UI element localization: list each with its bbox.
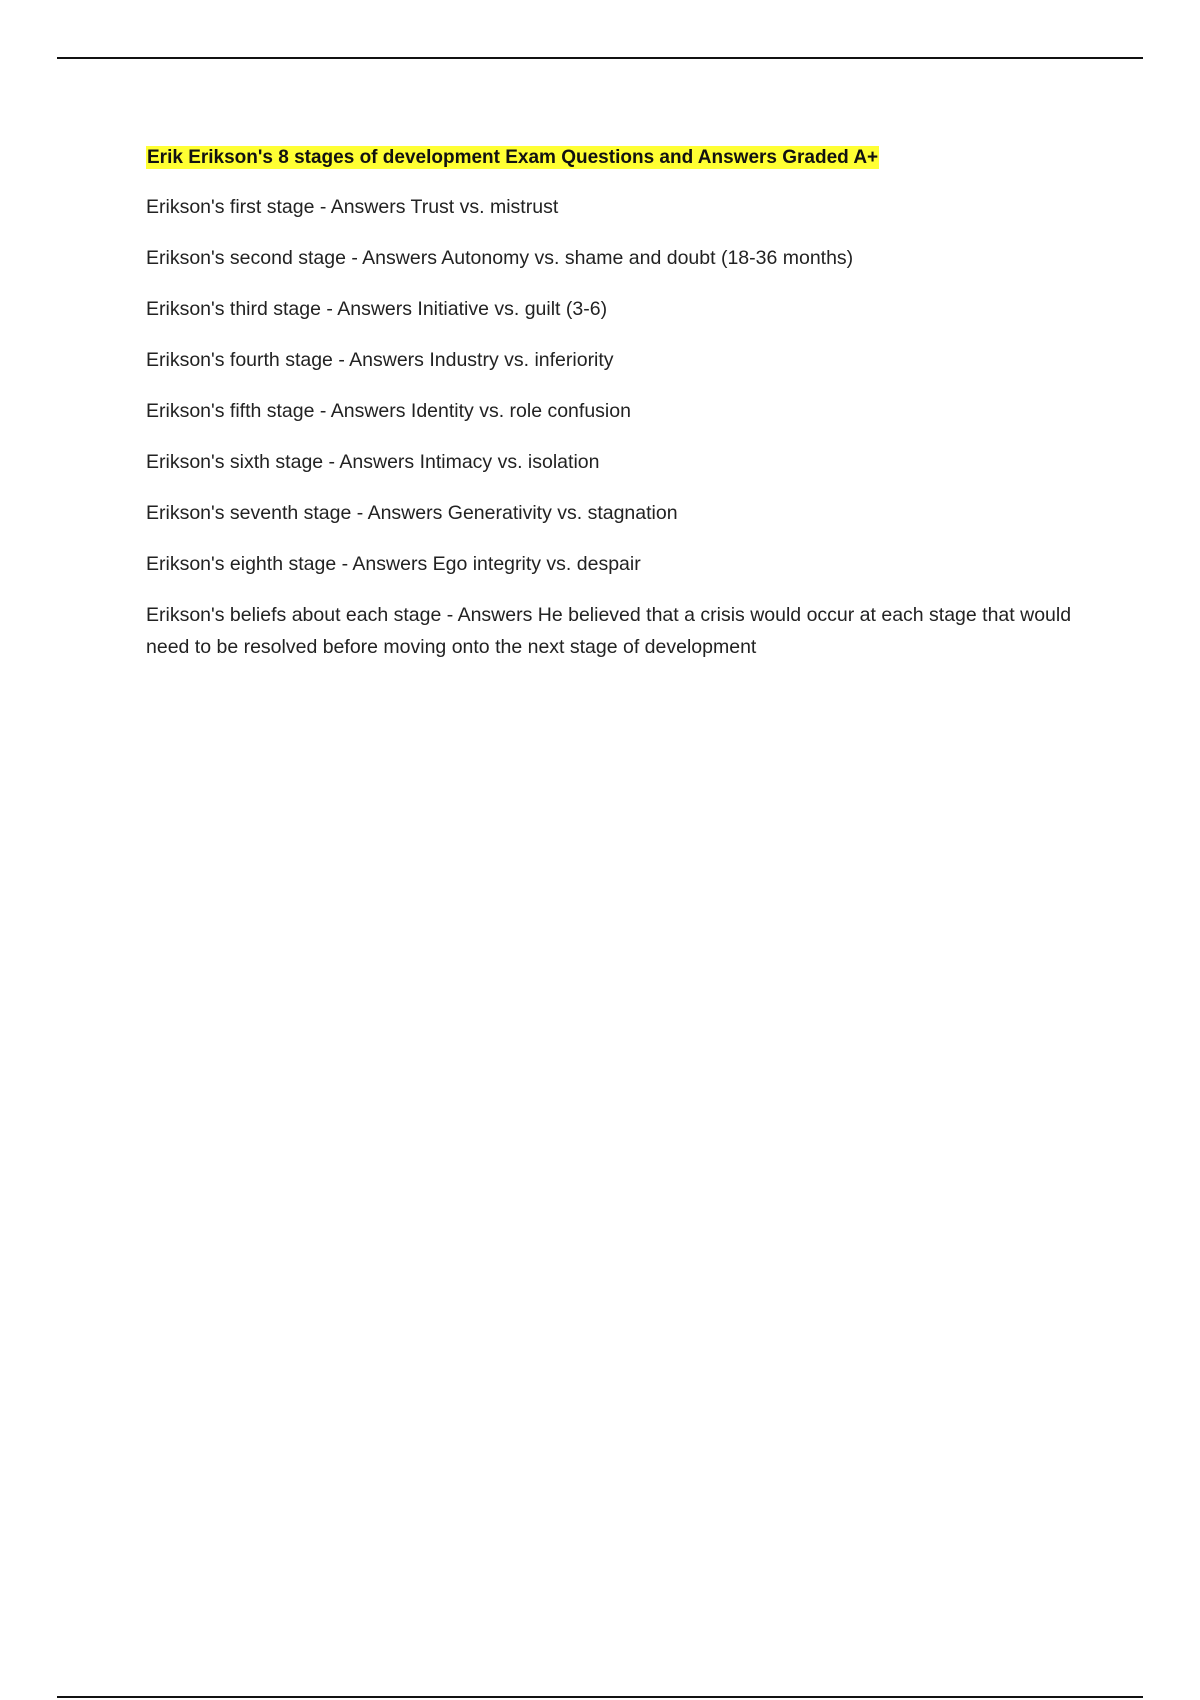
qa-item-third-stage: Erikson's third stage - Answers Initiative vs. guilt (3-6) [146, 298, 608, 320]
footer-rule [57, 1696, 1143, 1698]
header-rule [57, 57, 1143, 59]
document-title [146, 145, 1076, 171]
qa-item-beliefs: Erikson's beliefs about each stage - Answers He believed that a crisis would occur at each stage that would need to be resolved before moving onto the next stage of development [146, 604, 1072, 658]
qa-item-eighth-stage: Erikson's eighth stage - Answers Ego integrity vs. despair [146, 553, 641, 575]
qa-item-first-stage: Erikson's first stage - Answers Trust vs. mistrust [146, 196, 559, 218]
document-title-highlight: Erik Erikson's 8 stages of development Exam Questions and Answers Graded A+ [147, 147, 879, 168]
qa-item-sixth-stage: Erikson's sixth stage - Answers Intimacy vs. isolation [146, 451, 600, 473]
qa-item-seventh-stage: Erikson's seventh stage - Answers Generativity vs. stagnation [146, 502, 678, 524]
qa-list [146, 191, 1076, 663]
document-body [146, 145, 1076, 682]
qa-item-fifth-stage: Erikson's fifth stage - Answers Identity vs. role confusion [146, 400, 631, 422]
qa-item-second-stage: Erikson's second stage - Answers Autonomy vs. shame and doubt (18-36 months) [146, 247, 854, 269]
qa-item-fourth-stage: Erikson's fourth stage - Answers Industry vs. inferiority [146, 349, 614, 371]
